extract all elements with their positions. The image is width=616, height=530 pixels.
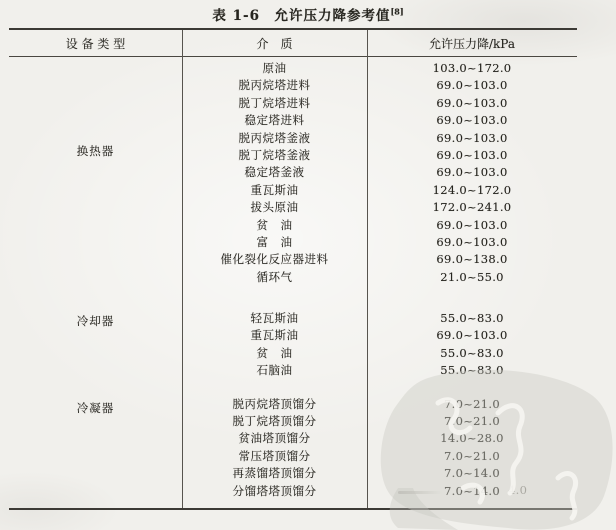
pressure-drop-value-cell: 7.0~14.0	[444, 483, 500, 498]
medium-cell: 循环气	[256, 269, 293, 284]
table-row	[9, 251, 577, 268]
medium-cell: 脱丁烷塔进料	[238, 95, 311, 110]
medium-cell: 脱丁烷塔釜液	[238, 147, 311, 162]
column-header-equipment-type: 设 备 类 型	[65, 36, 126, 51]
pressure-drop-reference-table	[9, 28, 577, 510]
ghost-value-artifact: 4.0	[508, 483, 528, 497]
equipment-column-spacer	[9, 112, 182, 129]
pressure-drop-value-cell: 55.0~83.0	[440, 311, 504, 326]
equipment-column-spacer	[9, 430, 182, 447]
table-row	[9, 448, 577, 465]
medium-cell: 贫 油	[256, 345, 293, 360]
table-title-text: 表 1-6 允许压力降参考值	[212, 8, 391, 24]
medium-cell: 轻瓦斯油	[250, 311, 299, 326]
table-row	[9, 217, 577, 234]
equipment-column-spacer	[9, 95, 182, 112]
equipment-column-spacer	[9, 362, 182, 379]
table-row	[9, 77, 577, 94]
table-row	[9, 362, 577, 379]
medium-cell: 脱丁烷塔顶馏分	[232, 414, 317, 429]
equipment-column-spacer	[9, 483, 182, 500]
table-row	[9, 269, 577, 286]
medium-cell: 脱丙烷塔进料	[238, 78, 311, 93]
column-header-allowable-pressure-drop: 允许压力降/kPa	[428, 36, 515, 51]
table-row	[9, 327, 577, 344]
pressure-drop-value-cell: 7.0~21.0	[444, 414, 500, 429]
pressure-drop-value-cell: 172.0~241.0	[432, 200, 512, 215]
table-row	[9, 345, 577, 362]
pressure-drop-value-cell: 69.0~103.0	[436, 130, 508, 145]
medium-cell: 原油	[262, 61, 287, 75]
equipment-column-spacer	[9, 251, 182, 268]
table-title-reference-superscript: [8]	[390, 6, 404, 17]
table-header-row	[9, 30, 577, 57]
equipment-column-spacer	[9, 77, 182, 94]
table-row	[9, 430, 577, 447]
equipment-section	[9, 57, 577, 286]
equipment-column-spacer	[9, 60, 182, 77]
table-row	[9, 182, 577, 199]
equipment-column-spacer	[9, 164, 182, 181]
equipment-column-spacer	[9, 217, 182, 234]
medium-cell: 贫 油	[256, 217, 293, 232]
table-row	[9, 199, 577, 216]
medium-cell: 重瓦斯油	[250, 182, 299, 197]
pressure-drop-value-cell: 7.0~21.0	[444, 448, 500, 463]
medium-cell: 稳定塔进料	[244, 113, 305, 128]
medium-cell: 稳定塔釜液	[244, 165, 305, 180]
scan-smudge	[398, 491, 442, 494]
pressure-drop-value-cell: 69.0~103.0	[436, 147, 508, 162]
pressure-drop-value-cell: 69.0~103.0	[436, 95, 508, 110]
equipment-type-label: 冷凝器	[76, 400, 115, 415]
equipment-column-spacer	[9, 182, 182, 199]
table-caption-row	[0, 4, 616, 24]
table-row	[9, 234, 577, 251]
medium-cell: 催化裂化反应器进料	[220, 252, 329, 267]
pressure-drop-value-cell: 69.0~103.0	[436, 165, 508, 180]
medium-cell: 富 油	[256, 234, 293, 249]
pressure-drop-value-cell: 69.0~103.0	[436, 78, 508, 93]
pressure-drop-value-cell: 103.0~172.0	[432, 61, 512, 75]
pressure-drop-value-cell: 7.0~14.0	[444, 466, 500, 481]
medium-cell: 脱丙烷塔釜液	[238, 130, 311, 145]
pressure-drop-value-cell: 7.0~21.0	[444, 396, 500, 411]
equipment-column-spacer	[9, 448, 182, 465]
column-header-medium: 介 质	[256, 36, 293, 51]
medium-cell: 重瓦斯油	[250, 328, 299, 343]
pressure-drop-value-cell: 69.0~103.0	[436, 113, 508, 128]
equipment-column-spacer	[9, 465, 182, 482]
pressure-drop-value-cell: 21.0~55.0	[440, 269, 504, 284]
medium-cell: 脱丙烷塔顶馏分	[232, 396, 317, 411]
medium-cell: 贫油塔顶馏分	[238, 431, 311, 446]
equipment-section	[9, 310, 577, 380]
table-row	[9, 465, 577, 482]
pressure-drop-value-cell: 69.0~103.0	[436, 234, 508, 249]
medium-cell: 石脑油	[256, 363, 293, 378]
equipment-column-spacer	[9, 234, 182, 251]
pressure-drop-value-cell: 14.0~28.0	[440, 431, 504, 446]
equipment-type-label: 冷却器	[76, 314, 115, 329]
pressure-drop-value-cell: 69.0~103.0	[436, 328, 508, 343]
equipment-column-spacer	[9, 327, 182, 344]
equipment-type-label: 换热器	[76, 144, 115, 158]
table-row	[9, 483, 577, 500]
medium-cell: 拔头原油	[250, 200, 299, 215]
table-row	[9, 164, 577, 181]
equipment-column-spacer	[9, 345, 182, 362]
medium-cell: 分馏塔塔顶馏分	[232, 483, 317, 498]
pressure-drop-value-cell: 55.0~83.0	[440, 345, 504, 360]
table-title	[212, 8, 403, 24]
table-body	[9, 57, 577, 500]
table-row	[9, 95, 577, 112]
pressure-drop-value-cell: 69.0~138.0	[436, 252, 508, 267]
pressure-drop-value-cell: 124.0~172.0	[432, 182, 512, 197]
equipment-column-spacer	[9, 269, 182, 286]
medium-cell: 常压塔顶馏分	[238, 448, 311, 463]
pressure-drop-value-cell: 55.0~83.0	[440, 363, 504, 378]
equipment-column-spacer	[9, 199, 182, 216]
pressure-drop-value-cell: 69.0~103.0	[436, 217, 508, 232]
medium-cell: 再蒸馏塔顶馏分	[232, 466, 317, 481]
table-row	[9, 112, 577, 129]
equipment-section	[9, 396, 577, 500]
table-row	[9, 60, 577, 77]
